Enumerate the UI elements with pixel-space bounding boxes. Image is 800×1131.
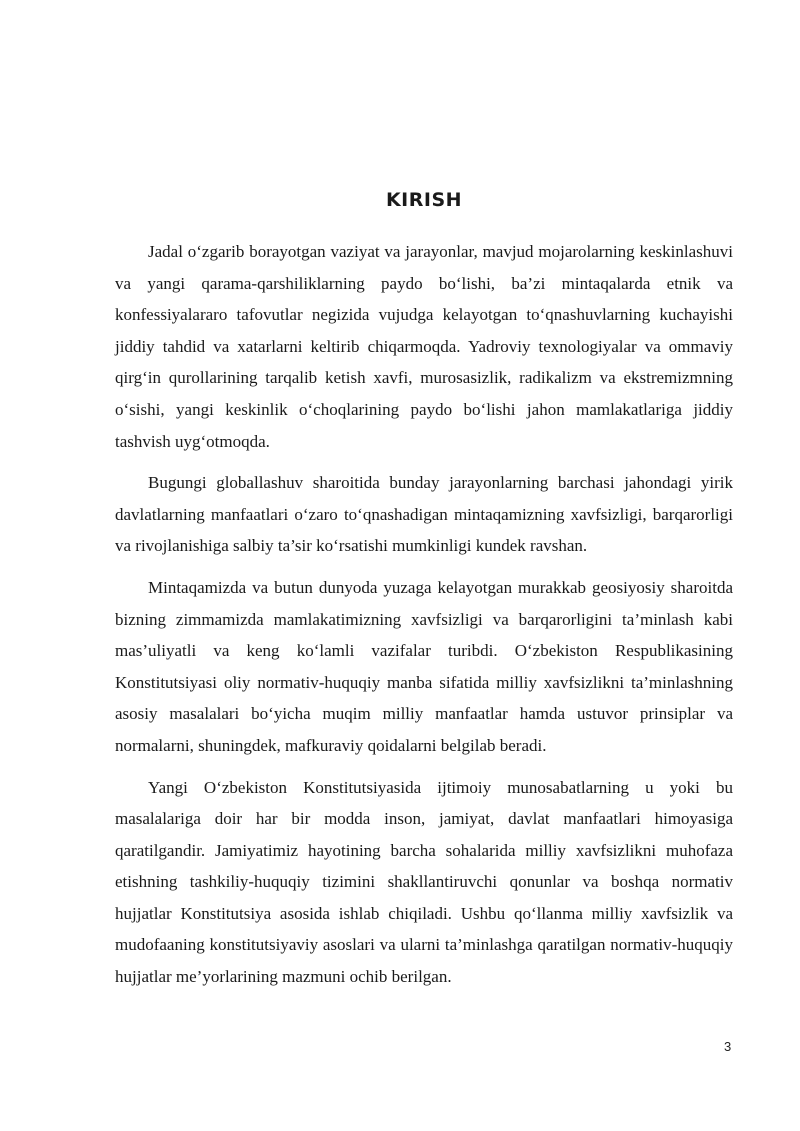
body-text <box>115 236 733 1003</box>
paragraph-3: Mintaqamizda va butun dunyoda yuzaga kelayotgan murakkab geosiyosiy sharoitda bizning zimmamizda mamlakatimizning xavfsizligi va barqarorligini ta’minlash kabi mas’uliyatli va keng ko‘lamli vazifalar turibdi. O‘zbekiston Respublikasining Konstitutsiyasi oliy normativ-huquqiy manba sifatida milliy xavfsizlikni ta’minlashning asosiy masalalari bo‘yicha muqim milliy manfaatlar hamda ustuvor prinsiplar va normalarni, shuningdek, mafkuraviy qoidalarni belgilab beradi. <box>115 577 733 755</box>
page-number: 3 <box>724 1039 732 1054</box>
paragraph-2: Bugungi globallashuv sharoitida bunday jarayonlarning barchasi jahondagi yirik davlatlarning manfaatlari o‘zaro to‘qnashadigan mintaqamizning xavfsizligi, barqarorligi va rivojlanishiga salbiy ta’sir ko‘rsatishi mumkinligi kundek ravshan. <box>115 473 733 556</box>
paragraph-1: Jadal o‘zgarib borayotgan vaziyat va jarayonlar, mavjud mojarolarning keskinlashuvi va yangi qarama-qarshiliklarning paydo bo‘lishi, ba’zi mintaqalarda etnik va konfessiyalararo tafovutlar negizida vujudga kelayotgan to‘qnashuvlarning kuchayishi jiddiy tahdid va xatarlarni keltirib chiqarmoqda. Yadroviy texnologiyalar va ommaviy qirg‘in qurollarining tarqalib ketish xavfi, murosasizlik, radikalizm va ekstremizmning o‘sishi, yangi keskinlik o‘choqlarining paydo bo‘lishi jahon mamlakatlariga jiddiy tashvish uyg‘otmoqda. <box>115 242 733 451</box>
paragraph-4: Yangi O‘zbekiston Konstitutsiyasida ijtimoiy munosabatlarning u yoki bu masalalariga doir har bir modda inson, jamiyat, davlat manfaatlari himoyasiga qaratilgandir. Jamiyatimiz hayotining barcha sohalarida milliy xavfsizlikni muhofaza etishning tashkiliy-huquqiy tizimini shakllantiruvchi qonunlar va boshqa normativ hujjatlar Konstitutsiya asosida ishlab chiqiladi. Ushbu qo‘llanma milliy xavfsizlik va mudofaaning konstitutsiyaviy asoslari va ularni ta’minlashga qaratilgan normativ-huquqiy hujjatlar me’yorlarining mazmuni ochib berilgan. <box>115 777 733 987</box>
section-title: KIRISH <box>385 189 463 211</box>
